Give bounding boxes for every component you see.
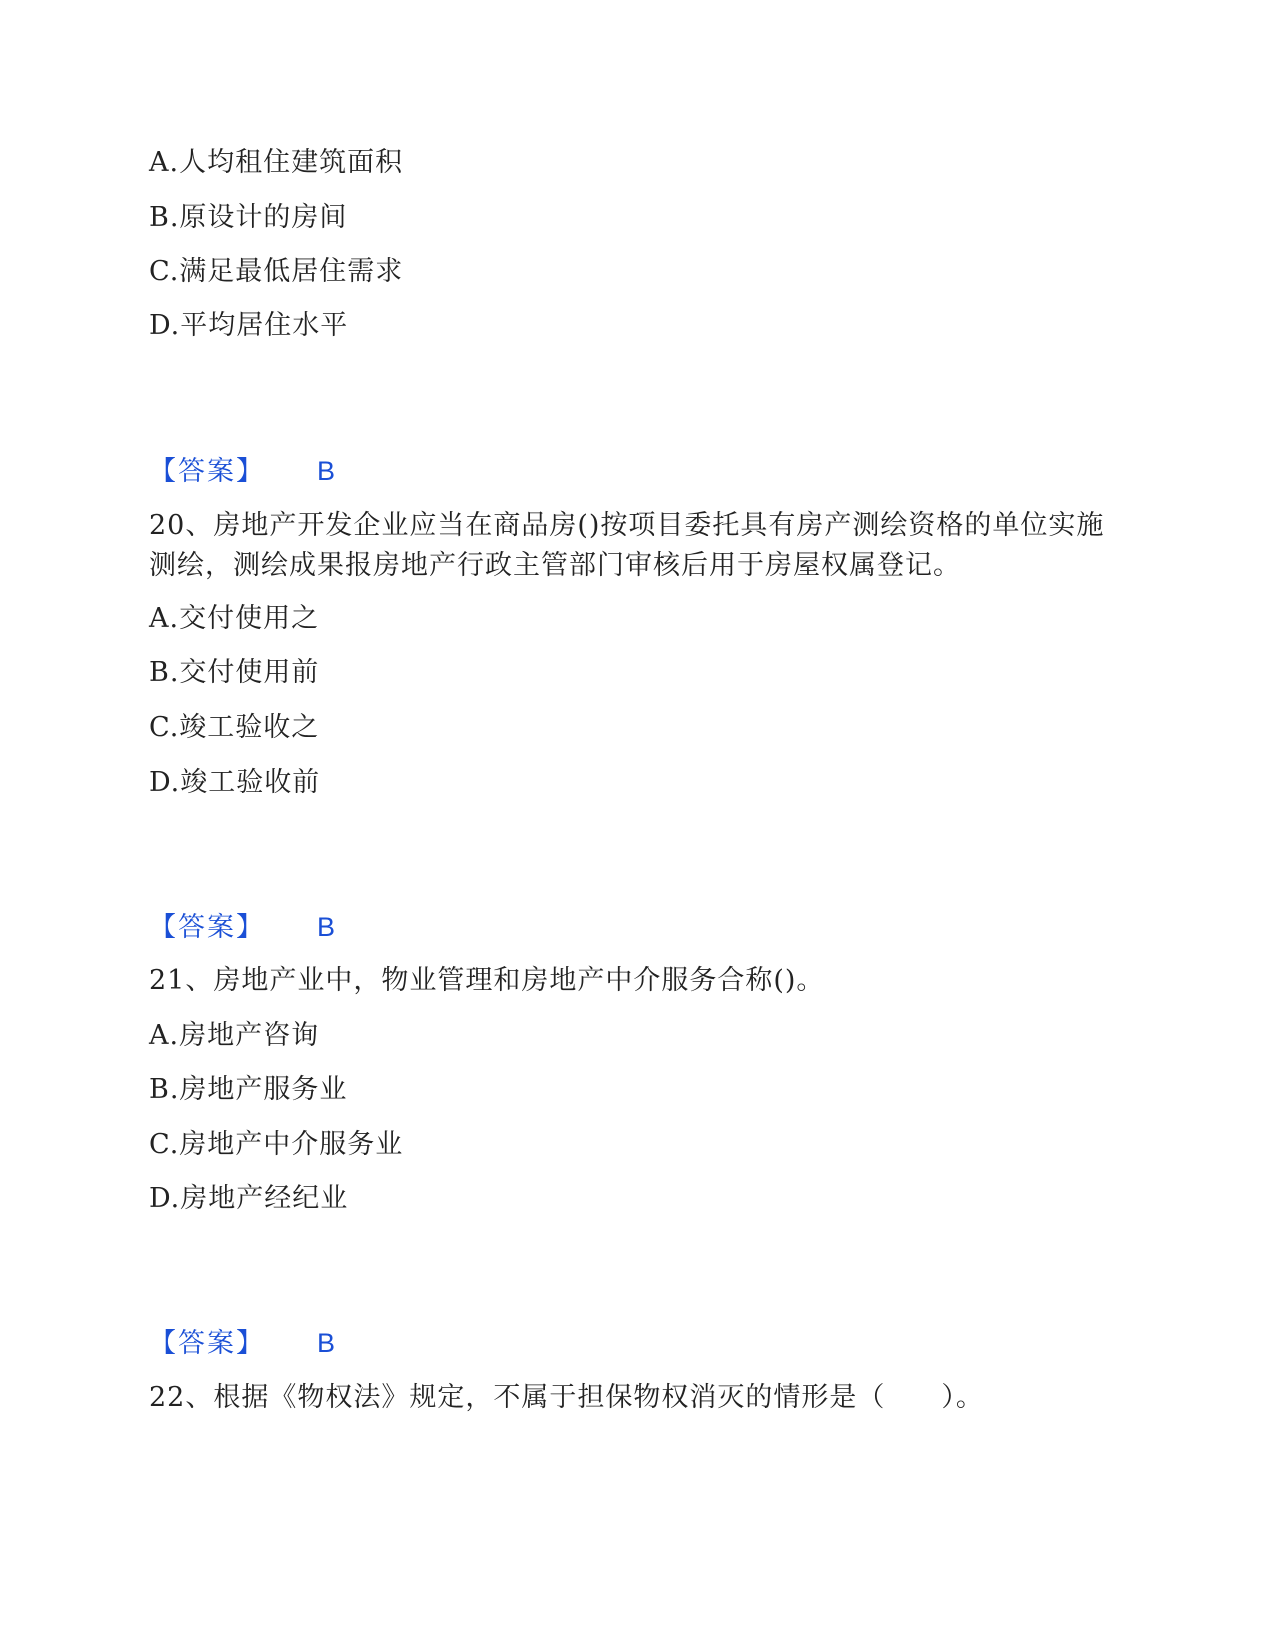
q20-answer-value: B xyxy=(317,912,336,942)
q20-option-b: B.交付使用前 xyxy=(149,657,320,688)
q22-question: 22、根据《物权法》规定，不属于担保物权消灭的情形是（ ）。 xyxy=(149,1382,984,1413)
q20-question: 20、房地产开发企业应当在商品房()按项目委托具有房产测绘资格的单位实施测绘，测绘成果报房地产行政主管部门审核后用于房屋权属登记。 xyxy=(149,510,1105,581)
q21-option-b: B.房地产服务业 xyxy=(149,1074,348,1105)
q20-option-c: C.竣工验收之 xyxy=(149,712,320,743)
q19-option-d: D.平均居住水平 xyxy=(149,310,349,341)
q20-option-a: A.交付使用之 xyxy=(149,603,320,634)
q21-question: 21、房地产业中，物业管理和房地产中介服务合称()。 xyxy=(149,965,825,996)
q19-answer xyxy=(149,451,335,492)
q21-option-c: C.房地产中介服务业 xyxy=(149,1129,404,1160)
q19-option-c: C.满足最低居住需求 xyxy=(149,256,404,287)
q20-answer xyxy=(149,907,335,948)
q21-answer-label: 【答案】 xyxy=(149,1328,265,1359)
q21-answer xyxy=(149,1323,335,1364)
q19-answer-label: 【答案】 xyxy=(149,456,265,487)
q19-option-b: B.原设计的房间 xyxy=(149,202,348,233)
q19-answer-value: B xyxy=(317,456,336,486)
q21-option-a: A.房地产咨询 xyxy=(149,1020,320,1051)
q20-answer-label: 【答案】 xyxy=(149,912,265,943)
q20-option-d: D.竣工验收前 xyxy=(149,767,321,798)
q21-answer-value: B xyxy=(317,1328,336,1358)
q19-option-a: A.人均租住建筑面积 xyxy=(149,147,404,178)
q21-option-d: D.房地产经纪业 xyxy=(149,1183,349,1214)
